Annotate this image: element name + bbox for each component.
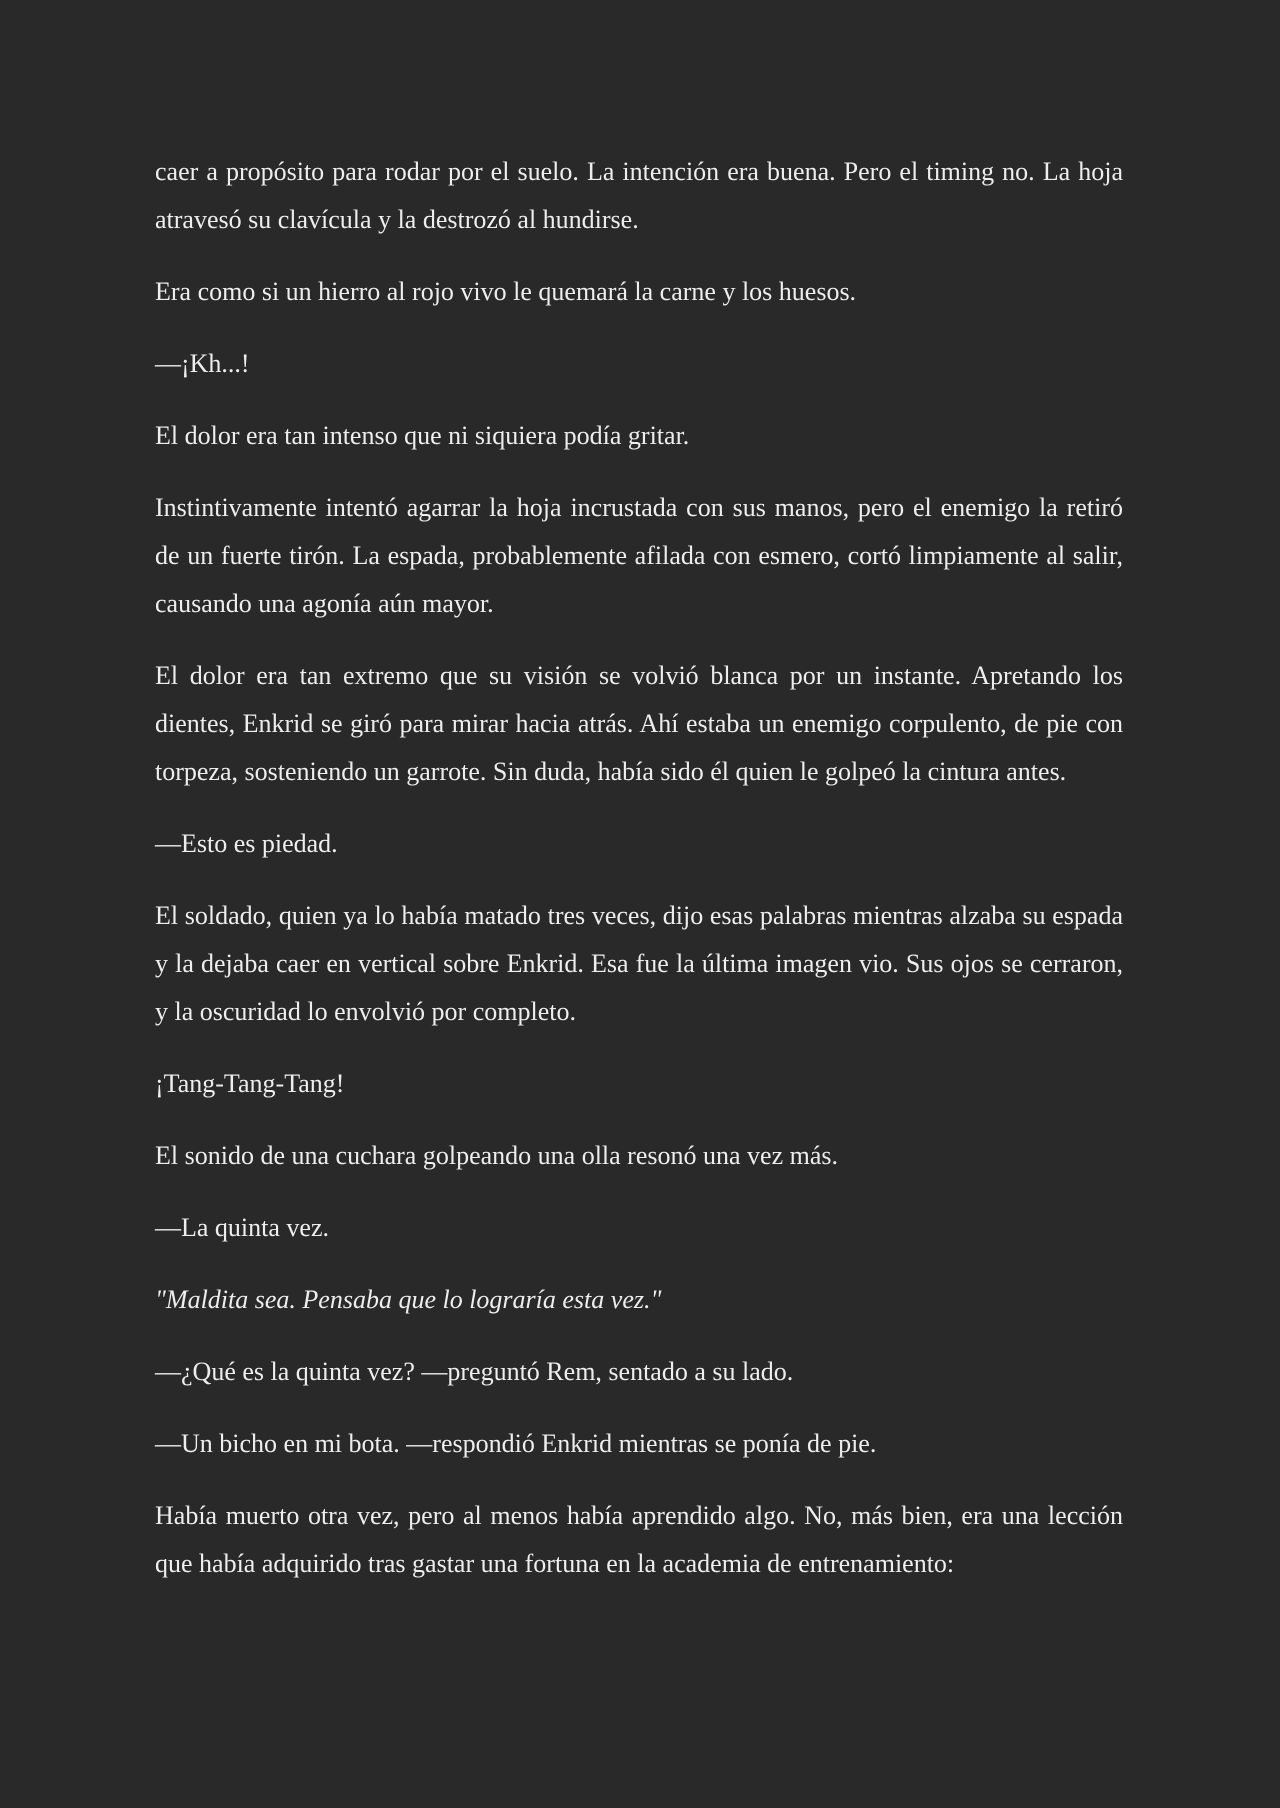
sound-effect: ¡Tang-Tang-Tang! <box>155 1069 345 1098</box>
dialogue-line: —¡Kh...! <box>155 349 250 378</box>
dialogue-line: —La quinta vez. <box>155 1213 329 1242</box>
paragraph-4: El dolor era tan intenso que ni siquiera podía gritar. <box>155 421 690 450</box>
paragraph-15: Había muerto otra vez, pero al menos había aprendido algo. No, más bien, era una lección que había adquirido tras gastar una fortuna en la academia de entrenamiento: <box>155 1501 1123 1578</box>
paragraph-8: El soldado, quien ya lo había matado tres veces, dijo esas palabras mientras alzaba su espada y la dejaba caer en vertical sobre Enkrid. Esa fue la última imagen vio. Sus ojos se cerraron, y la oscuridad lo envolvió por completo. <box>155 901 1123 1026</box>
paragraph-2: Era como si un hierro al rojo vivo le quemará la carne y los huesos. <box>155 277 857 306</box>
paragraph-5: Instintivamente intentó agarrar la hoja incrustada con sus manos, pero el enemigo la retiró de un fuerte tirón. La espada, probablemente afilada con esmero, cortó limpiamente al salir, causando una agonía aún mayor. <box>155 493 1123 618</box>
dialogue-line: —Un bicho en mi bota. —respondió Enkrid mientras se ponía de pie. <box>155 1429 877 1458</box>
inner-thought: "Maldita sea. Pensaba que lo lograría esta vez." <box>155 1285 662 1314</box>
dialogue-line: —¿Qué es la quinta vez? —preguntó Rem, sentado a su lado. <box>155 1357 794 1386</box>
paragraph-1: caer a propósito para rodar por el suelo. La intención era buena. Pero el timing no. La hoja atravesó su clavícula y la destrozó al hundirse. <box>155 157 1123 234</box>
dialogue-line: —Esto es piedad. <box>155 829 338 858</box>
reading-page <box>155 148 1123 1612</box>
paragraph-10: El sonido de una cuchara golpeando una olla resonó una vez más. <box>155 1141 838 1170</box>
paragraph-6: El dolor era tan extremo que su visión se volvió blanca por un instante. Apretando los dientes, Enkrid se giró para mirar hacia atrás. Ahí estaba un enemigo corpulento, de pie con torpeza, sosteniendo un garrote. Sin duda, había sido él quien le golpeó la cintura antes. <box>155 661 1123 786</box>
